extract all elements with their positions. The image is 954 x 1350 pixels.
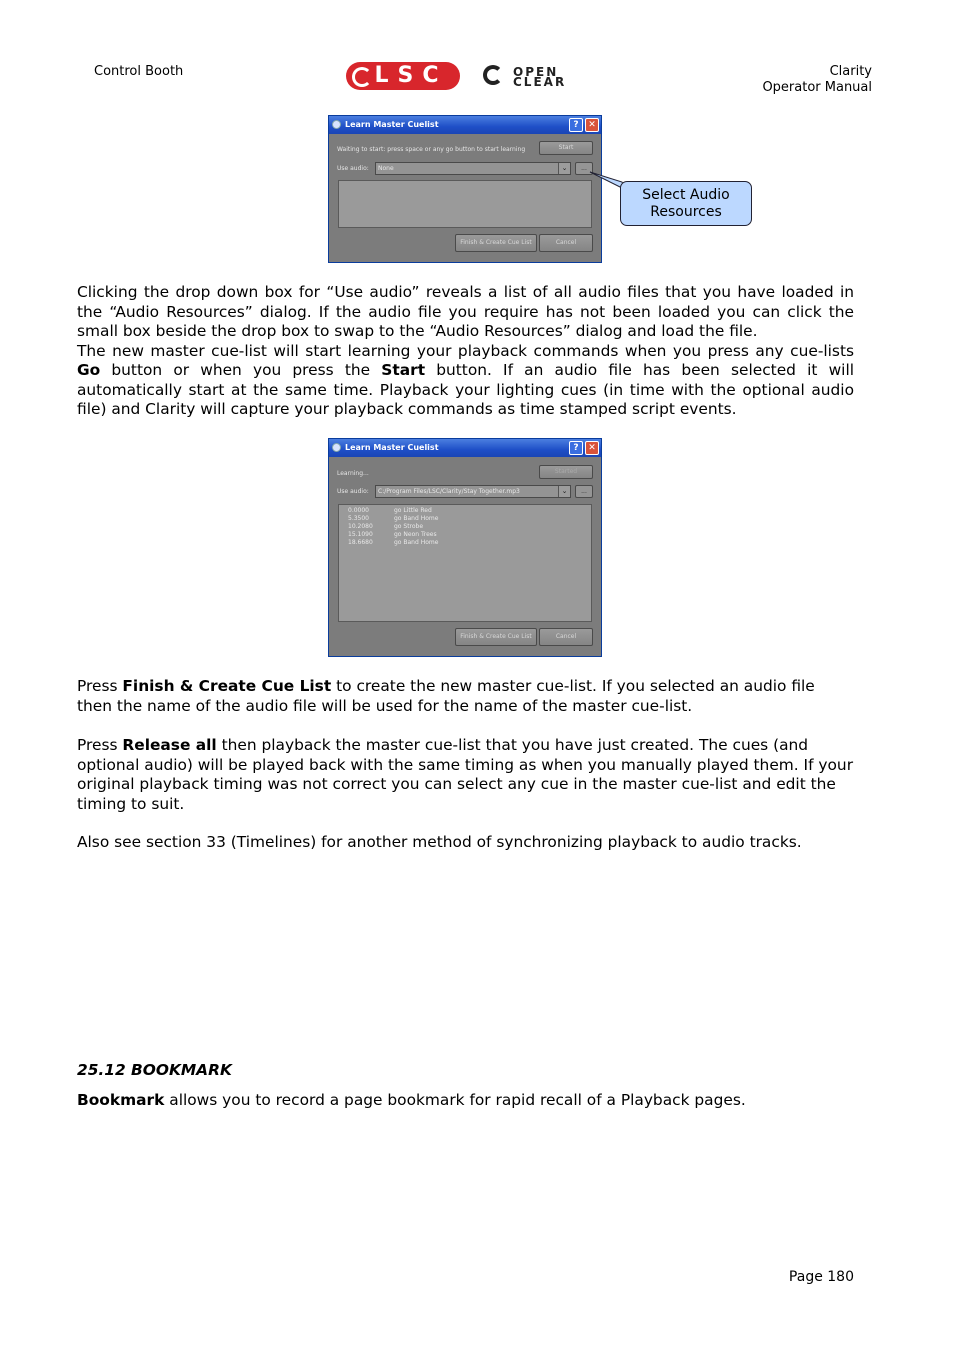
list-item xyxy=(348,507,432,514)
use-audio-label: Use audio: xyxy=(337,165,369,172)
cancel-button[interactable]: Cancel xyxy=(539,234,593,252)
event-command: go Strobe xyxy=(394,523,424,530)
lsc-swirl-icon xyxy=(352,67,372,87)
finish-text-1: Press xyxy=(77,677,123,695)
list-item xyxy=(348,515,438,522)
audio-select[interactable] xyxy=(375,485,571,498)
learned-events-list xyxy=(338,504,592,622)
dialog-title: Learn Master Cuelist xyxy=(345,443,439,452)
dialog-status-text: Waiting to start: press space or any go button to start learning xyxy=(337,146,526,153)
lsc-logo-text: LSC xyxy=(374,63,448,88)
start-bold: Start xyxy=(381,361,426,379)
openclear-ring-icon xyxy=(483,65,503,85)
event-time: 0.0000 xyxy=(348,507,369,514)
app-icon xyxy=(332,120,341,129)
event-time: 18.6680 xyxy=(348,539,373,546)
header-right-text xyxy=(762,64,872,96)
page-number: Page 180 xyxy=(788,1269,854,1285)
finish-create-cue-list-button[interactable]: Finish & Create Cue List xyxy=(455,234,537,252)
learning-text xyxy=(77,342,854,420)
finish-paragraph xyxy=(77,677,854,716)
dialog-titlebar xyxy=(329,116,601,134)
learn-master-cuelist-dialog-learning xyxy=(328,438,602,657)
go-bold: Go xyxy=(77,361,101,379)
release-text-2: then playback the master cue-list that you have just created. The cues (and optional audio) will be played back with the same timing as when you manually played them. If your original playback timing was not correct you can select any cue in the master cue-list and edit the timing to suit. xyxy=(77,736,854,813)
finish-bold: Finish & Create Cue List xyxy=(122,677,332,695)
browse-audio-button[interactable]: ... xyxy=(575,162,593,175)
event-command: go Band Home xyxy=(394,515,439,522)
bookmark-bold: Bookmark xyxy=(77,1091,165,1109)
chevron-down-icon: ⌄ xyxy=(558,163,570,174)
list-item xyxy=(348,539,438,546)
finish-create-cue-list-button[interactable]: Finish & Create Cue List xyxy=(455,628,537,646)
timelines-paragraph: Also see section 33 (Timelines) for another method of synchronizing playback to audio tracks. xyxy=(77,833,802,851)
header-left-text: Control Booth xyxy=(94,64,184,79)
dialog-titlebar xyxy=(329,439,601,457)
learn-master-cuelist-dialog-waiting xyxy=(328,115,602,263)
audio-select[interactable] xyxy=(375,162,571,175)
finish-text-2: to create the new master cue-list. If you selected an audio file then the name of the audio file will be used for the name of the master cue-list. xyxy=(77,677,815,715)
callout-line2: Resources xyxy=(650,204,722,220)
audio-select-value: None xyxy=(378,165,394,172)
use-audio-paragraph xyxy=(77,283,854,420)
bookmark-text: allows you to record a page bookmark for rapid recall of a Playback pages. xyxy=(164,1091,746,1109)
release-all-paragraph xyxy=(77,736,854,814)
start-button[interactable]: Start xyxy=(539,141,593,155)
dialog-title: Learn Master Cuelist xyxy=(345,120,439,129)
event-time: 10.2080 xyxy=(348,523,373,530)
cancel-button[interactable]: Cancel xyxy=(539,628,593,646)
event-command: go Little Red xyxy=(394,507,432,514)
section-heading: 25.12 BOOKMARK xyxy=(77,1061,232,1079)
help-icon[interactable]: ? xyxy=(569,441,583,455)
dialog-status-text: Learning... xyxy=(337,470,369,477)
event-time: 5.3500 xyxy=(348,515,369,522)
list-item xyxy=(348,523,423,530)
use-audio-label: Use audio: xyxy=(337,488,369,495)
help-icon[interactable]: ? xyxy=(569,118,583,132)
release-all-bold: Release all xyxy=(122,736,217,754)
event-command: go Neon Trees xyxy=(394,531,437,538)
started-button[interactable]: Started xyxy=(539,465,593,479)
event-command: go Band Home xyxy=(394,539,439,546)
learned-events-list xyxy=(338,180,592,228)
audio-select-value: C:/Program Files/LSC/Clarity/Stay Together.mp3 xyxy=(378,488,520,495)
openclear-logo-line1: OPEN xyxy=(513,65,559,79)
header-product: Clarity xyxy=(829,64,872,79)
release-text-1: Press xyxy=(77,736,123,754)
close-icon[interactable]: ✕ xyxy=(585,441,599,455)
learning-text-2: button or when you press the xyxy=(100,361,382,379)
lsc-logo xyxy=(346,62,460,90)
select-audio-resources-callout xyxy=(620,181,752,226)
header-manual: Operator Manual xyxy=(762,80,872,95)
close-icon[interactable]: ✕ xyxy=(585,118,599,132)
callout-line1: Select Audio xyxy=(642,187,730,203)
learning-text-1: The new master cue-list will start learning your playback commands when you press any cue-lists xyxy=(77,341,854,360)
list-item xyxy=(348,531,437,538)
openclear-logo xyxy=(483,64,579,90)
learning-text-3: button. If an audio file has been selected it will automatically start at the same time. Playback your lighting cues (in time with the optional audio file) and Clarity will capture your playback commands as time stamped script events. xyxy=(77,361,854,418)
use-audio-text: Clicking the drop down box for “Use audio” reveals a list of all audio files that you have loaded in the “Audio Resources” dialog. If the audio file you require has not been loaded you can click the small box beside the drop box to swap to the “Audio Resources” dialog and load the file. xyxy=(77,283,854,340)
bookmark-paragraph xyxy=(77,1091,854,1111)
browse-audio-button[interactable]: ... xyxy=(575,485,593,498)
app-icon xyxy=(332,443,341,452)
event-time: 15.1090 xyxy=(348,531,373,538)
openclear-logo-line2: CLEAR xyxy=(513,75,567,89)
chevron-down-icon: ⌄ xyxy=(558,486,570,497)
